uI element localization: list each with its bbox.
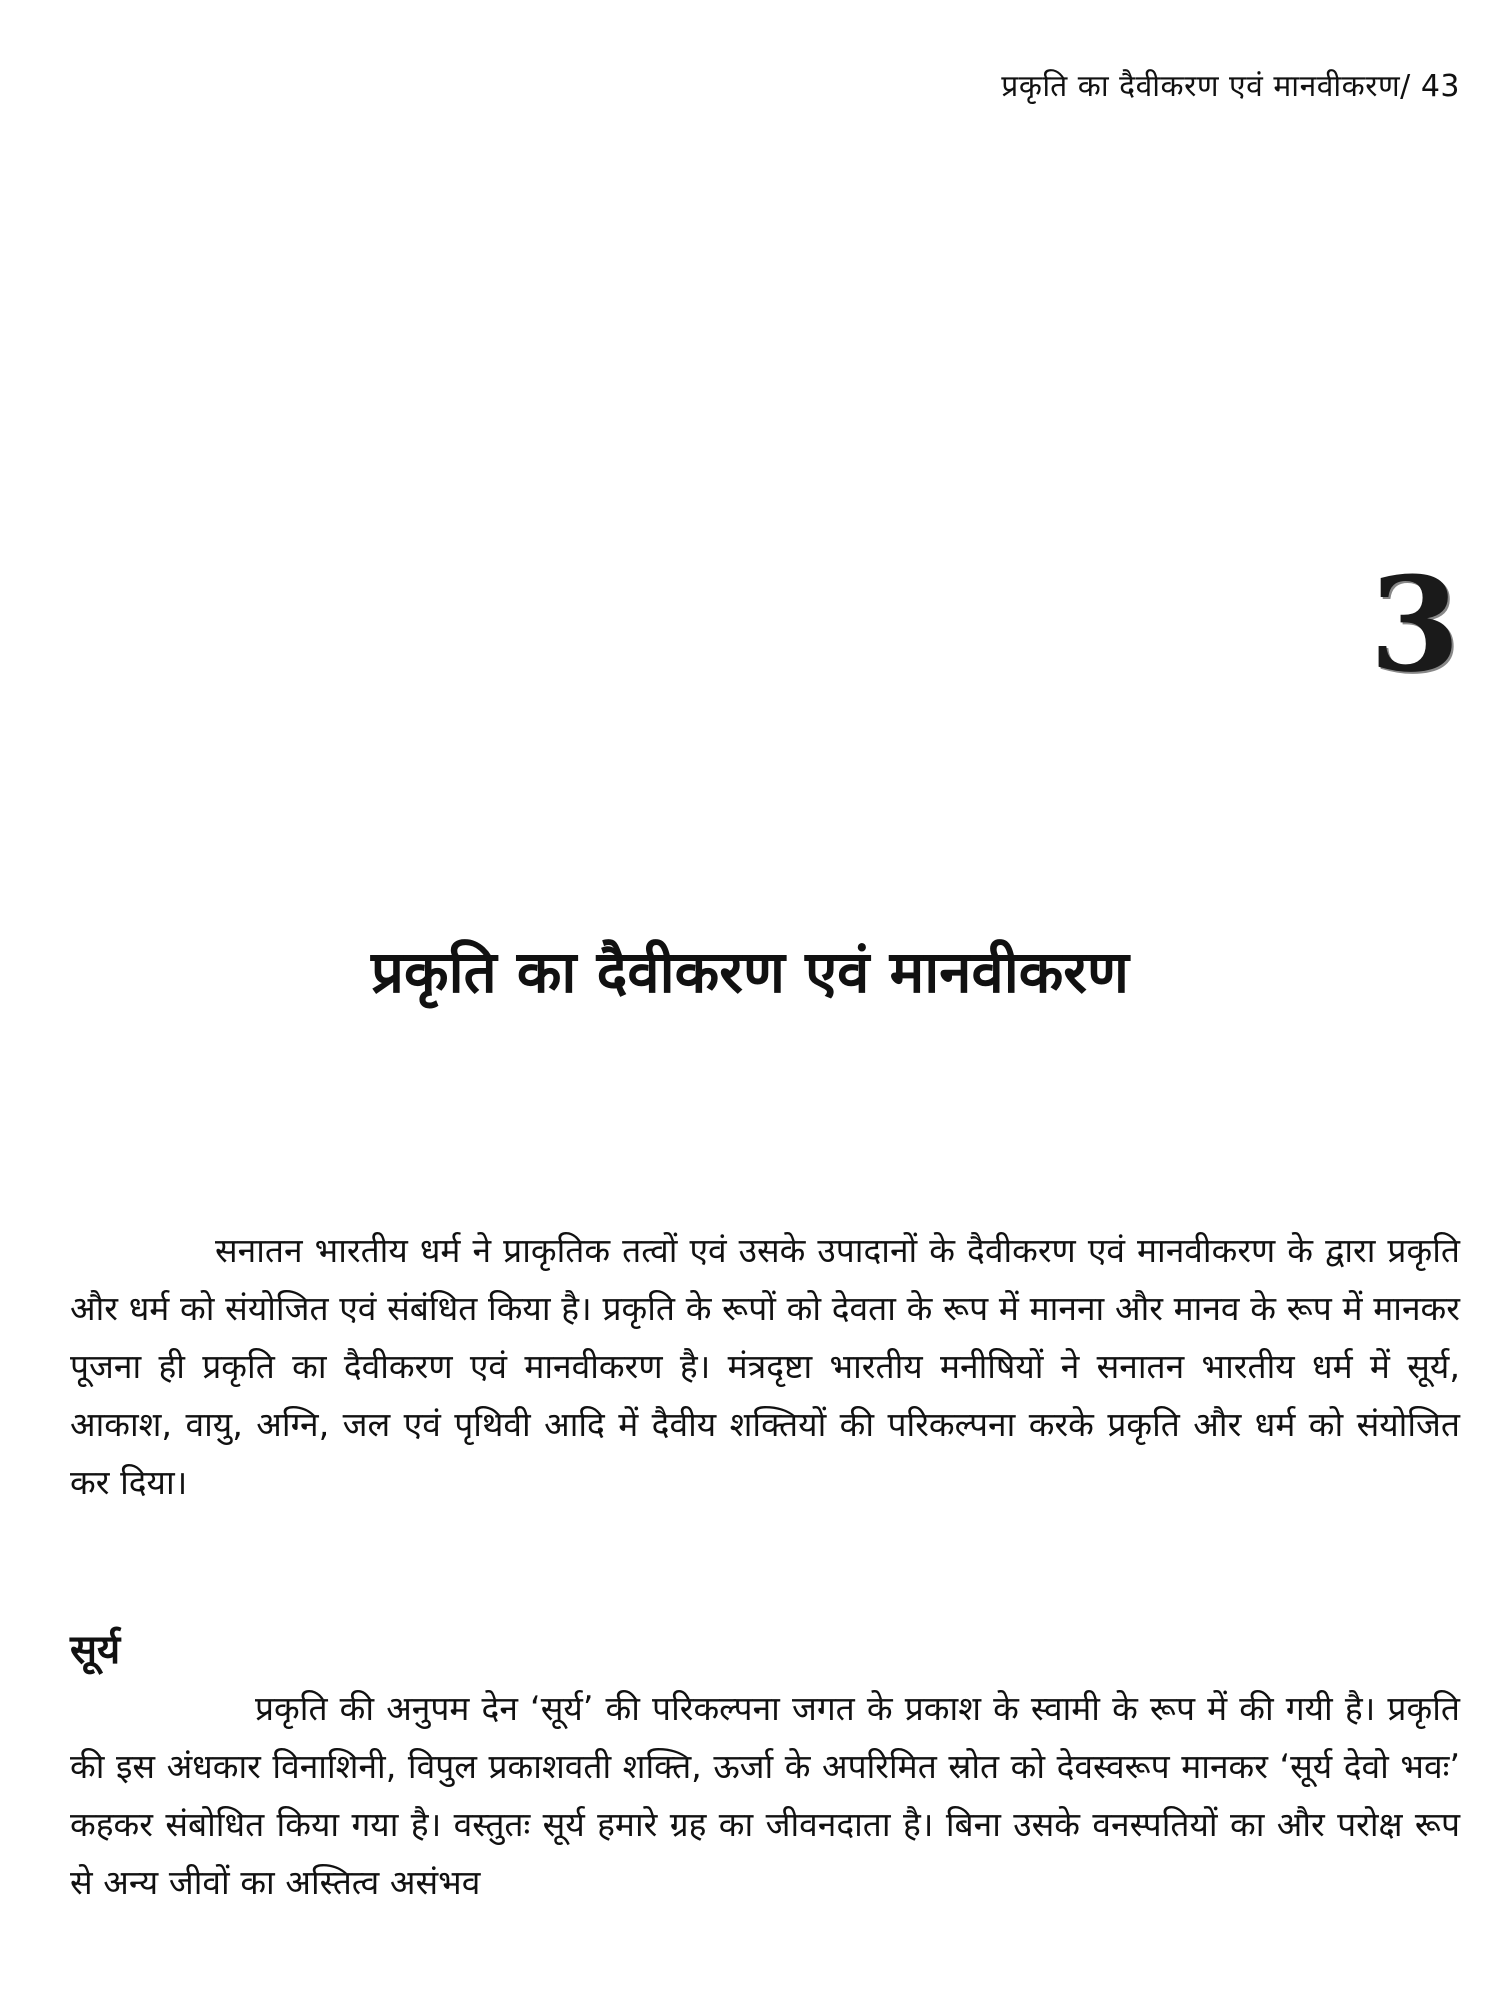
running-header: प्रकृति का दैवीकरण एवं मानवीकरण/ 43: [1001, 69, 1460, 104]
intro-paragraph: सनातन भारतीय धर्म ने प्राकृतिक तत्वों एवं उसके उपादानों के दैवीकरण एवं मानवीकरण के द्वारा प्रकृति और धर्म को संयोजित एवं संबंधित किया है। प्रकृति के रूपों को देवता के रूप में मानना और मानव के रूप में मानकर पूजना ही प्रकृति का दैवीकरण एवं मानवीकरण है। मंत्रदृष्टा भारतीय मनीषियों ने सनातन भारतीय धर्म में सूर्य, आकाश, वायु, अग्नि, जल एवं पृथिवी आदि में दैवीय शक्तियों की परिकल्पना करके प्रकृति और धर्म को संयोजित कर दिया।: [70, 1231, 1460, 1502]
section-heading-surya: सूर्य: [70, 1627, 121, 1673]
surya-paragraph: प्रकृति की अनुपम देन ‘सूर्य’ की परिकल्पना जगत के प्रकाश के स्वामी के रूप में की गयी है। प्रकृति की इस अंधकार विनाशिनी, विपुल प्रकाशवती शक्ति, ऊर्जा के अपरिमित स्रोत को देवस्वरूप मानकर ‘सूर्य देवो भवः’ कहकर संबोधित किया गया है। वस्तुतः सूर्य हमारे ग्रह का जीवनदाता है। बिना उसके वनस्पतियों का और परोक्ष रूप से अन्य जीवों का अस्तित्व असंभव: [70, 1689, 1460, 1902]
chapter-number: 3: [1369, 548, 1460, 701]
chapter-title: प्रकृति का दैवीकरण एवं मानवीकरण: [371, 938, 1129, 1006]
